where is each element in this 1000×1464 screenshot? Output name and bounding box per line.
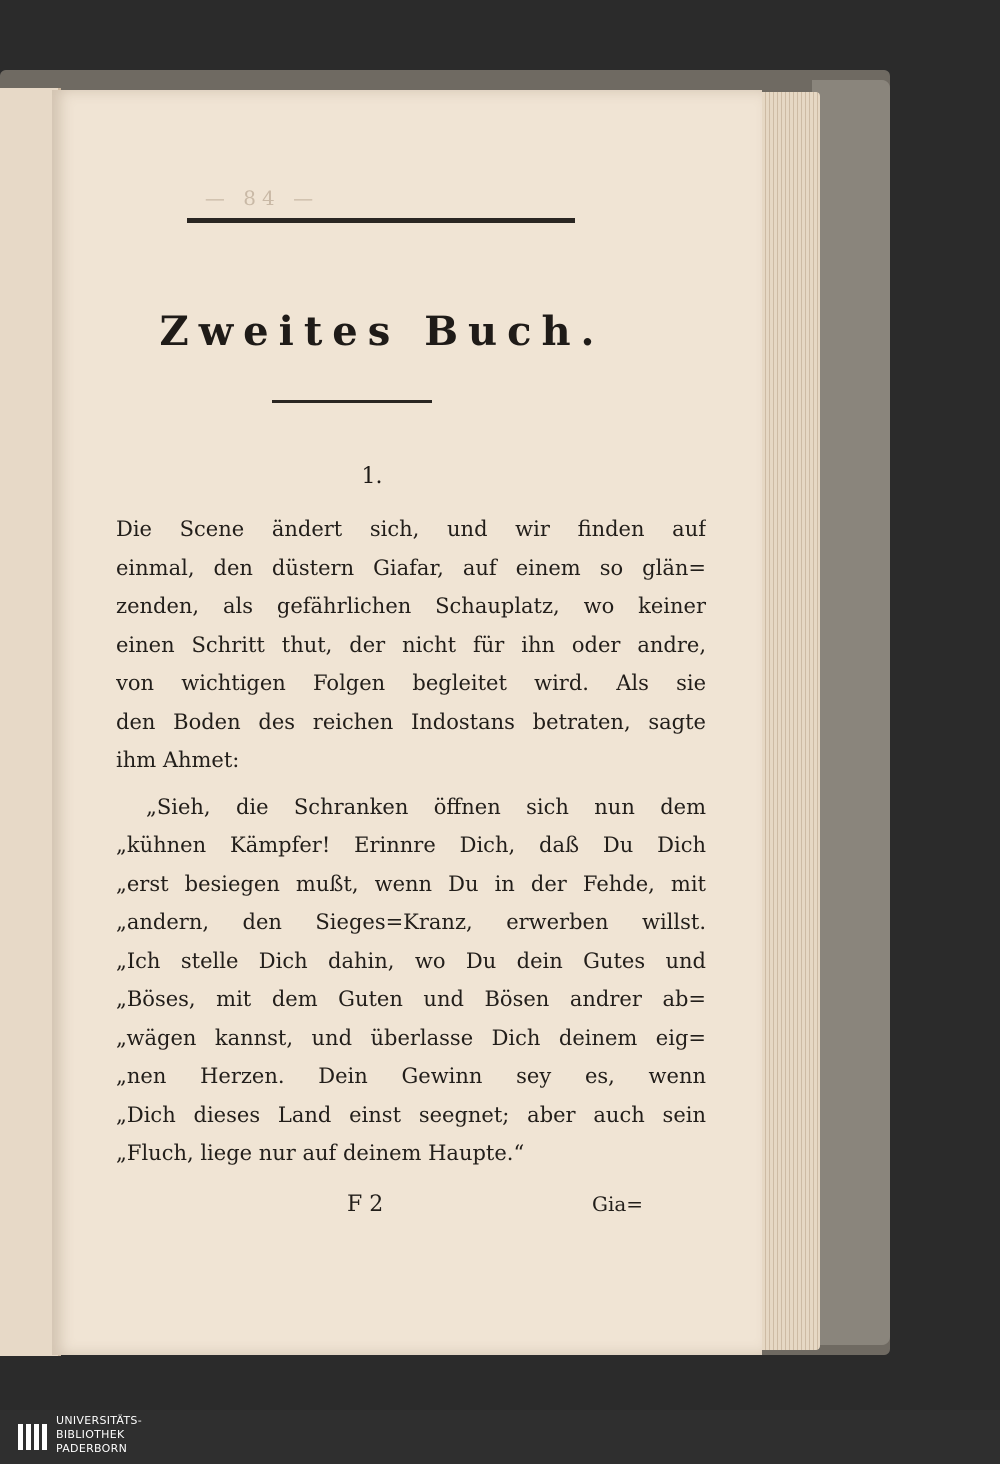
text-line: den Boden des reichen Indostans betraten, sagte: [116, 709, 706, 734]
text-line: „nen Herzen. Dein Gewinn sey es, wenn: [116, 1064, 706, 1088]
signature-mark: F 2: [347, 1192, 384, 1217]
text-line: „andern, den Sieges=Kranz, erwerben willst.: [116, 910, 706, 934]
library-name: [56, 1414, 142, 1456]
text-line: „Fluch, liege nur auf deinem Haupte.“: [116, 1141, 525, 1165]
library-name-line-2: BIBLIOTHEK: [56, 1428, 125, 1441]
text-line: „Sieh, die Schranken öffnen sich nun dem: [146, 794, 706, 819]
text-line: einmal, den düstern Giafar, auf einem so glän=: [116, 555, 706, 580]
book-page: [52, 90, 762, 1355]
chapter-number: 1.: [361, 464, 383, 489]
paragraph-1: [116, 510, 706, 780]
text-line: „erst besiegen mußt, wenn Du in der Fehde, mit: [116, 871, 706, 896]
library-name-line-3: PADERBORN: [56, 1442, 128, 1455]
library-logo-bar: [0, 1410, 1000, 1464]
text-line: ihm Ahmet:: [116, 748, 240, 772]
text-line: von wichtigen Folgen begleitet wird. Als sie: [116, 671, 706, 695]
text-line: einen Schritt thut, der nicht für ihn oder andre,: [116, 632, 706, 657]
heading-rule: [272, 400, 432, 403]
book-cover-edge: [812, 80, 890, 1345]
text-line: „wägen kannst, und überlasse Dich deinem eig=: [116, 1025, 706, 1050]
library-logo-icon: [16, 1420, 50, 1454]
book-heading: Zweites Buch.: [159, 308, 605, 355]
text-line: Die Scene ändert sich, und wir finden auf: [116, 517, 706, 541]
text-line: „Dich dieses Land einst seegnet; aber auch sein: [116, 1102, 706, 1127]
paragraph-2: [116, 788, 706, 1173]
page-number: — 84 —: [204, 186, 320, 210]
text-line: „Ich stelle Dich dahin, wo Du dein Gutes und: [116, 948, 706, 973]
header-rule: [187, 218, 575, 223]
page-block-edges: [758, 92, 820, 1350]
body-text: [116, 510, 706, 1173]
text-line: „kühnen Kämpfer! Erinnre Dich, daß Du Dich: [116, 833, 706, 857]
library-name-line-1: UNIVERSITÄTS-: [56, 1414, 142, 1427]
text-line: zenden, als gefährlichen Schauplatz, wo keiner: [116, 594, 706, 618]
text-line: „Böses, mit dem Guten und Bösen andrer ab=: [116, 987, 706, 1011]
catchword: Gia=: [592, 1192, 644, 1216]
